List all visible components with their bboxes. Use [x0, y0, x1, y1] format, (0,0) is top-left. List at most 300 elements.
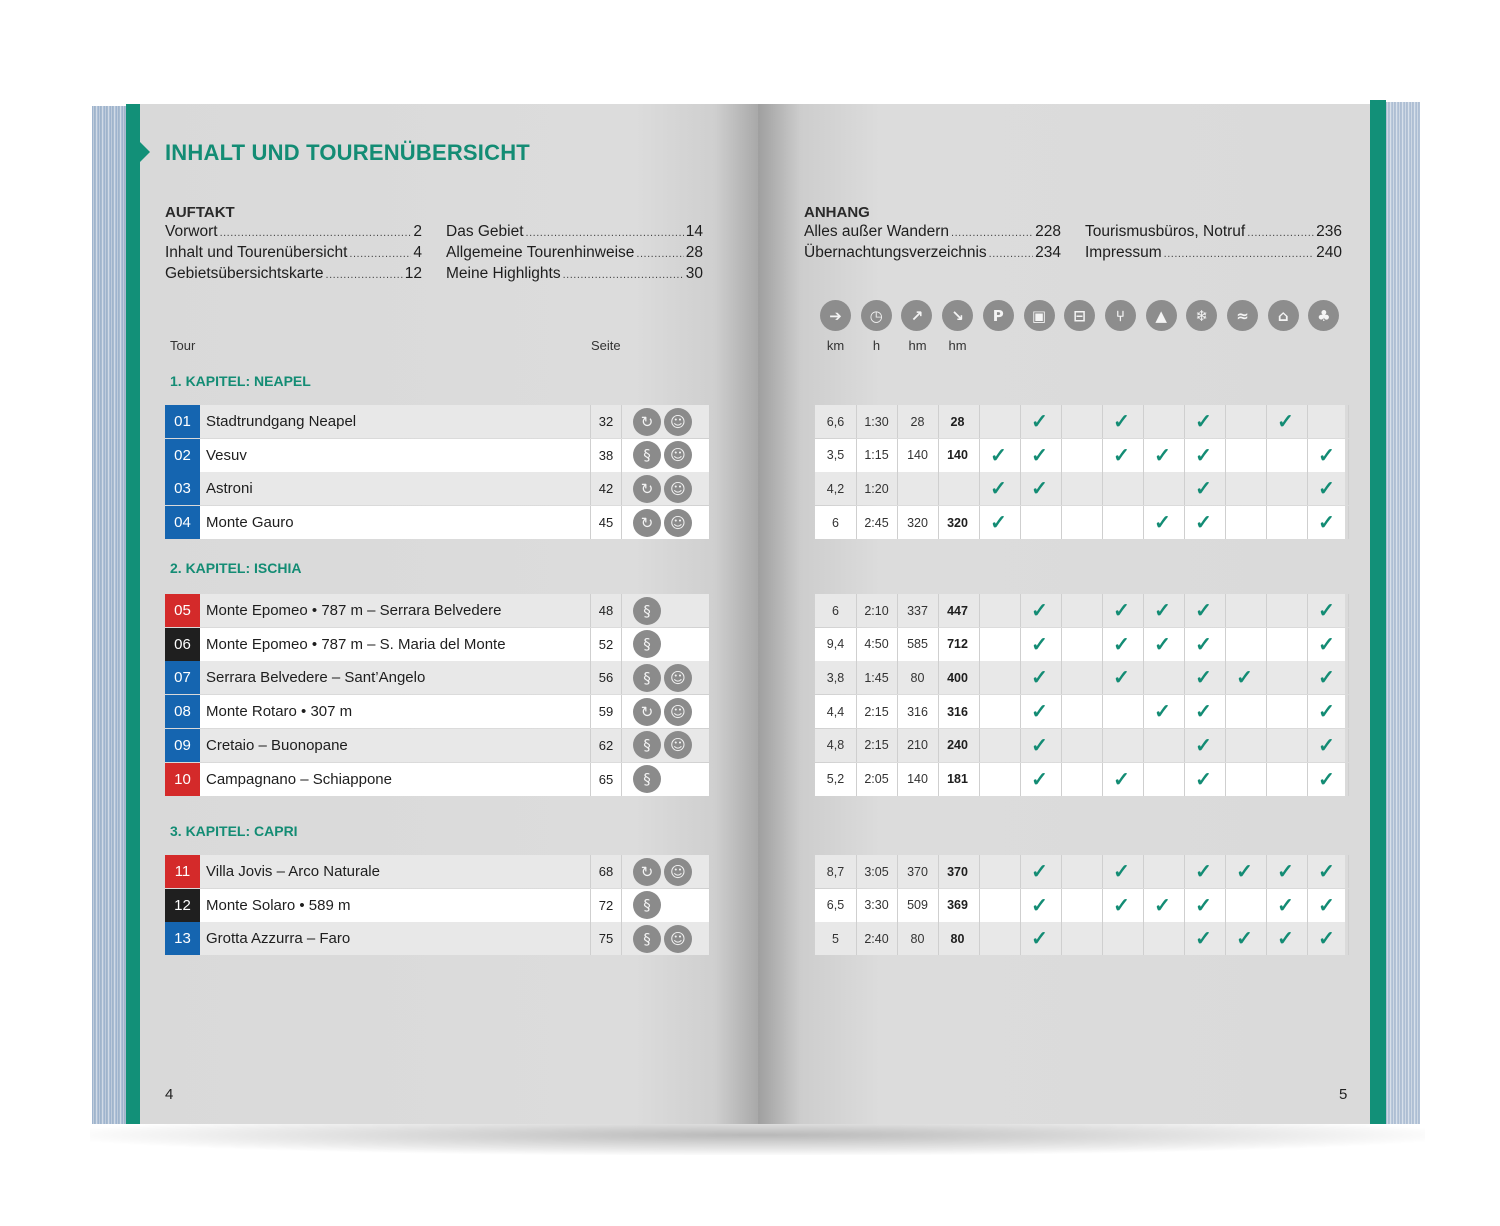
auftakt-col1 — [165, 222, 422, 285]
cell-divider — [1348, 763, 1349, 796]
check-icon: ✓ — [1113, 444, 1130, 467]
cell-divider — [709, 695, 710, 728]
table-row[interactable] — [165, 472, 709, 505]
one-way-tour-icon: § — [633, 664, 661, 692]
empty-cell — [978, 661, 1019, 694]
cell-divider — [621, 628, 622, 661]
kids-friendly-icon: ☺ — [664, 925, 692, 953]
tour-name: Villa Jovis – Arco Naturale — [206, 863, 380, 880]
tour-type-icons — [633, 855, 703, 888]
clock-icon: ◷ — [861, 300, 892, 331]
chapter-heading: 3. KAPITEL: CAPRI — [170, 823, 298, 839]
empty-cell — [1265, 628, 1306, 661]
cell-divider — [1348, 594, 1349, 627]
cell-divider — [938, 506, 939, 539]
cell-divider — [621, 763, 622, 796]
tour-down: 140 — [947, 448, 968, 463]
cell-divider — [938, 472, 939, 505]
cell-divider — [938, 695, 939, 728]
check-icon: ✓ — [1031, 768, 1048, 791]
tour-number: 09 — [165, 729, 200, 762]
tour-km: 8,7 — [826, 864, 845, 879]
cell-divider — [1348, 472, 1349, 505]
empty-cell — [978, 628, 1019, 661]
check-icon: ✓ — [1236, 928, 1253, 951]
cell-divider — [856, 472, 857, 505]
check-icon: ✓ — [1195, 478, 1212, 501]
cell-divider — [856, 439, 857, 472]
tour-up: 337 — [907, 603, 928, 618]
tour-number: 07 — [165, 661, 200, 694]
winter-icon: ❄ — [1186, 300, 1217, 331]
tour-down: 400 — [947, 670, 968, 685]
cell-divider — [897, 405, 898, 438]
check-icon: ✓ — [1154, 894, 1171, 917]
cell-divider — [938, 922, 939, 955]
loop-tour-icon: ↻ — [633, 698, 661, 726]
check-icon: ✓ — [1154, 701, 1171, 724]
tour-number: 06 — [165, 628, 200, 661]
empty-cell — [1224, 889, 1265, 922]
cell-divider — [709, 729, 710, 762]
page-number-right: 5 — [1339, 1086, 1348, 1103]
cell-divider — [1348, 695, 1349, 728]
cell-divider — [709, 594, 710, 627]
cell-divider — [938, 628, 939, 661]
check-icon: ✓ — [1113, 768, 1130, 791]
one-way-tour-icon: § — [633, 765, 661, 793]
table-row[interactable] — [165, 506, 709, 539]
tree-icon: ♣ — [1308, 300, 1339, 331]
tour-name: Stadtrundgang Neapel — [206, 413, 357, 430]
table-row-details — [815, 729, 1345, 762]
toc-entry[interactable]: Alles außer Wandern ..... 228 — [804, 222, 1061, 243]
tour-up: 370 — [907, 864, 928, 879]
tour-up — [897, 472, 938, 505]
cell-divider — [897, 855, 898, 888]
table-row[interactable] — [165, 922, 709, 955]
tour-page: 32 — [598, 414, 614, 429]
check-icon: ✓ — [990, 512, 1007, 535]
empty-cell — [1060, 729, 1101, 762]
tour-name: Grotta Azzurra – Faro — [206, 930, 351, 948]
empty-cell — [1224, 594, 1265, 627]
tour-up: 80 — [910, 931, 925, 946]
empty-cell — [1142, 855, 1183, 888]
tour-type-icons — [633, 922, 703, 955]
cell-divider — [856, 729, 857, 762]
table-row[interactable] — [165, 763, 709, 796]
empty-cell — [1265, 661, 1306, 694]
tour-page: 48 — [598, 603, 614, 618]
book-page-edges-left — [92, 106, 126, 1124]
tour-km: 6,6 — [826, 414, 845, 429]
check-icon: ✓ — [1113, 894, 1130, 917]
empty-cell — [978, 889, 1019, 922]
check-icon: ✓ — [1195, 701, 1212, 724]
tour-type-icons — [633, 695, 703, 728]
empty-cell — [1142, 729, 1183, 762]
tour-down: 447 — [947, 603, 968, 618]
cell-divider — [897, 594, 898, 627]
kids-friendly-icon: ☺ — [664, 408, 692, 436]
tour-up: 316 — [907, 704, 928, 719]
empty-cell — [1101, 922, 1142, 955]
cell-divider — [709, 405, 710, 438]
check-icon: ✓ — [1318, 478, 1335, 501]
museum-icon: ⌂ — [1268, 300, 1299, 331]
check-icon: ✓ — [1318, 734, 1335, 757]
cell-divider — [1348, 922, 1349, 955]
tour-name: Monte Solaro • 589 m — [206, 896, 351, 914]
tour-km: 5 — [832, 931, 839, 946]
one-way-tour-icon: § — [633, 731, 661, 759]
tour-page: 42 — [598, 481, 614, 497]
tour-h: 2:15 — [864, 704, 889, 719]
tour-h: 2:05 — [864, 772, 889, 786]
empty-cell — [1265, 729, 1306, 762]
table-row-details — [815, 439, 1345, 472]
page-title: INHALT UND TOURENÜBERSICHT — [165, 140, 530, 165]
tour-h: 1:20 — [864, 481, 889, 496]
cell-divider — [621, 472, 622, 505]
tour-type-icons — [633, 439, 703, 472]
tour-name: Monte Epomeo • 787 m – S. Maria del Monte — [206, 635, 506, 653]
empty-cell — [1142, 922, 1183, 955]
tour-number: 04 — [165, 506, 200, 539]
check-icon: ✓ — [1318, 667, 1335, 690]
tour-number: 01 — [165, 405, 200, 438]
tour-page: 52 — [598, 636, 614, 652]
table-row-details — [815, 889, 1345, 922]
empty-cell — [1060, 695, 1101, 728]
tour-km: 3,5 — [826, 448, 845, 463]
tour-h: 3:30 — [864, 898, 889, 913]
toc-entry[interactable]: Gebietsübersichtskarte ..... 12 — [165, 264, 422, 285]
empty-cell — [1265, 439, 1306, 472]
empty-cell — [1101, 695, 1142, 728]
loop-tour-icon: ↻ — [633, 509, 661, 537]
table-row[interactable] — [165, 855, 709, 888]
empty-cell — [1265, 472, 1306, 505]
cell-divider — [621, 439, 622, 472]
check-icon: ✓ — [1195, 734, 1212, 757]
check-icon: ✓ — [990, 478, 1007, 501]
cell-divider — [1348, 405, 1349, 438]
check-icon: ✓ — [1031, 478, 1048, 501]
tour-number: 11 — [165, 855, 200, 888]
tour-type-icons — [633, 594, 703, 627]
check-icon: ✓ — [1318, 928, 1335, 951]
tour-up: 140 — [907, 772, 928, 786]
empty-cell — [1101, 506, 1142, 539]
check-icon: ✓ — [1195, 894, 1212, 917]
check-icon: ✓ — [1277, 861, 1294, 883]
tour-up: 80 — [910, 670, 925, 685]
tour-up: 210 — [907, 738, 928, 753]
toc-entry[interactable]: Allgemeine Tourenhinweise ..... 28 — [446, 243, 703, 264]
cell-divider — [621, 405, 622, 438]
tour-type-icons — [633, 405, 703, 438]
tour-h: 2:40 — [864, 931, 889, 946]
toc-entry[interactable]: Meine Highlights ..... 30 — [446, 264, 703, 285]
check-icon: ✓ — [1195, 600, 1212, 622]
check-icon: ✓ — [1318, 701, 1335, 724]
cell-divider — [897, 506, 898, 539]
column-header-tour: Tour — [170, 338, 196, 353]
tour-down: 181 — [947, 772, 968, 786]
tour-km: 6 — [832, 515, 839, 530]
tour-down: 240 — [947, 738, 968, 753]
check-icon: ✓ — [1236, 861, 1253, 883]
check-icon: ✓ — [1031, 734, 1048, 757]
check-icon: ✓ — [1154, 600, 1171, 622]
anhang-col2 — [1085, 222, 1342, 264]
tour-h: 2:10 — [864, 603, 889, 618]
check-icon: ✓ — [1031, 633, 1048, 656]
empty-cell — [1306, 405, 1347, 438]
table-row[interactable] — [165, 405, 709, 438]
tour-page: 62 — [598, 737, 614, 753]
cell-divider — [1348, 729, 1349, 762]
tour-h: 4:50 — [864, 637, 889, 652]
empty-cell — [1060, 855, 1101, 888]
cell-divider — [621, 506, 622, 539]
auftakt-heading: AUFTAKT — [165, 204, 235, 221]
empty-cell — [1101, 729, 1142, 762]
table-row[interactable] — [165, 729, 709, 762]
tour-up: 585 — [907, 637, 928, 652]
check-icon: ✓ — [1318, 512, 1335, 535]
tour-page: 56 — [598, 670, 614, 686]
table-row-details — [815, 922, 1345, 955]
table-row-details — [815, 855, 1345, 888]
table-row[interactable] — [165, 661, 709, 694]
cell-divider — [856, 763, 857, 796]
cell-divider — [621, 695, 622, 728]
table-row[interactable] — [165, 594, 709, 627]
check-icon: ✓ — [1318, 633, 1335, 656]
table-row-details — [815, 594, 1345, 627]
cell-divider — [856, 889, 857, 922]
green-margin-strip-right — [1370, 100, 1386, 1124]
cable-car-icon: ⊟ — [1064, 300, 1095, 331]
tour-type-icons — [633, 472, 703, 505]
cell-divider — [709, 763, 710, 796]
kids-friendly-icon: ☺ — [664, 509, 692, 537]
empty-cell — [1060, 628, 1101, 661]
check-icon: ✓ — [1031, 701, 1048, 724]
check-icon: ✓ — [1195, 411, 1212, 433]
toc-entry[interactable]: Vorwort ..... 2 — [165, 222, 422, 243]
cell-divider — [897, 695, 898, 728]
tour-down: 369 — [947, 898, 968, 913]
check-icon: ✓ — [1031, 411, 1048, 433]
kids-friendly-icon: ☺ — [664, 858, 692, 886]
cell-divider — [856, 594, 857, 627]
tour-km: 9,4 — [826, 637, 845, 652]
tour-km: 4,8 — [826, 738, 845, 753]
empty-cell — [1142, 472, 1183, 505]
cell-divider — [938, 405, 939, 438]
toc-entry[interactable]: Tourismusbüros, Notruf ..... 236 — [1085, 222, 1342, 243]
table-row-details — [815, 695, 1345, 728]
empty-cell — [1060, 763, 1101, 796]
empty-cell — [978, 855, 1019, 888]
title-arrow-icon — [140, 142, 150, 162]
check-icon: ✓ — [1154, 444, 1171, 467]
tour-down: 316 — [947, 704, 968, 719]
tour-number: 13 — [165, 922, 200, 955]
empty-cell — [1060, 405, 1101, 438]
book-page-edges-right — [1386, 102, 1420, 1124]
empty-cell — [1060, 889, 1101, 922]
check-icon: ✓ — [1318, 768, 1335, 791]
check-icon: ✓ — [1031, 444, 1048, 467]
tour-km: 3,8 — [826, 670, 845, 685]
tour-number: 02 — [165, 439, 200, 472]
tour-h: 1:30 — [864, 414, 889, 429]
empty-cell — [1224, 763, 1265, 796]
cell-divider — [709, 855, 710, 888]
auftakt-col2 — [446, 222, 703, 285]
cell-divider — [621, 594, 622, 627]
cell-divider — [709, 889, 710, 922]
check-icon: ✓ — [1195, 633, 1212, 656]
table-row[interactable] — [165, 695, 709, 728]
tour-type-icons — [633, 661, 703, 694]
cell-divider — [938, 855, 939, 888]
cell-divider — [1348, 439, 1349, 472]
check-icon: ✓ — [1195, 667, 1212, 690]
cell-divider — [897, 661, 898, 694]
cell-divider — [938, 729, 939, 762]
check-icon: ✓ — [1277, 928, 1294, 951]
empty-cell — [1142, 661, 1183, 694]
empty-cell — [978, 405, 1019, 438]
unit-label: hm — [948, 338, 967, 353]
tour-type-icons — [633, 889, 703, 922]
check-icon: ✓ — [1031, 861, 1048, 883]
table-row[interactable] — [165, 628, 709, 661]
tour-h: 2:15 — [864, 738, 889, 753]
bus-icon: ▣ — [1024, 300, 1055, 331]
cell-divider — [897, 889, 898, 922]
toc-entry[interactable]: Impressum ..... 240 — [1085, 243, 1342, 264]
table-row-details — [815, 661, 1345, 694]
cell-divider — [1348, 661, 1349, 694]
check-icon: ✓ — [1113, 633, 1130, 656]
toc-entry[interactable]: Übernachtungsverzeichnis ..... 234 — [804, 243, 1061, 264]
tour-down: 80 — [950, 931, 965, 946]
empty-cell — [1060, 472, 1101, 505]
empty-cell — [1265, 695, 1306, 728]
one-way-tour-icon: § — [633, 891, 661, 919]
cell-divider — [897, 628, 898, 661]
cell-divider — [709, 439, 710, 472]
one-way-tour-icon: § — [633, 441, 661, 469]
check-icon: ✓ — [1318, 600, 1335, 622]
cell-divider — [938, 661, 939, 694]
tour-down: 320 — [947, 515, 968, 530]
tour-down: 712 — [947, 637, 968, 652]
kids-friendly-icon: ☺ — [664, 664, 692, 692]
check-icon: ✓ — [1031, 894, 1048, 917]
tour-name: Serrara Belvedere – Sant’Angelo — [206, 669, 426, 687]
anhang-heading: ANHANG — [804, 204, 870, 221]
cell-divider — [621, 729, 622, 762]
empty-cell — [1224, 405, 1265, 438]
check-icon: ✓ — [1113, 667, 1130, 690]
tour-h: 3:05 — [864, 864, 889, 879]
tour-number: 10 — [165, 763, 200, 796]
table-row-details — [815, 506, 1345, 539]
cell-divider — [856, 695, 857, 728]
tour-page: 75 — [598, 931, 614, 947]
distance-sign-icon: ➔ — [820, 300, 851, 331]
table-row[interactable] — [165, 889, 709, 922]
cell-divider — [709, 628, 710, 661]
toc-entry[interactable]: Inhalt und Tourenübersicht ..... 4 — [165, 243, 422, 264]
kids-friendly-icon: ☺ — [664, 698, 692, 726]
check-icon: ✓ — [1195, 928, 1212, 951]
table-row-details — [815, 628, 1345, 661]
empty-cell — [1060, 439, 1101, 472]
check-icon: ✓ — [1318, 894, 1335, 917]
check-icon: ✓ — [1031, 600, 1048, 622]
check-icon: ✓ — [1318, 861, 1335, 883]
empty-cell — [1142, 763, 1183, 796]
tour-number: 03 — [165, 472, 200, 505]
cell-divider — [938, 594, 939, 627]
cell-divider — [1348, 628, 1349, 661]
one-way-tour-icon: § — [633, 925, 661, 953]
loop-tour-icon: ↻ — [633, 475, 661, 503]
check-icon: ✓ — [1113, 600, 1130, 622]
tour-up: 509 — [907, 898, 928, 913]
parking-icon: P — [983, 300, 1014, 331]
cell-divider — [897, 472, 898, 505]
empty-cell — [978, 922, 1019, 955]
empty-cell — [1060, 922, 1101, 955]
cell-divider — [856, 855, 857, 888]
table-row[interactable] — [165, 439, 709, 472]
tour-name: Monte Rotaro • 307 m — [206, 703, 353, 721]
cell-divider — [709, 472, 710, 505]
table-row-details — [815, 405, 1345, 438]
unit-label: km — [826, 338, 845, 353]
check-icon: ✓ — [990, 444, 1007, 467]
empty-cell — [1060, 594, 1101, 627]
check-icon: ✓ — [1195, 861, 1212, 883]
toc-entry[interactable]: Das Gebiet ..... 14 — [446, 222, 703, 243]
descent-arrow-icon: ↘ — [942, 300, 973, 331]
tour-number: 05 — [165, 594, 200, 627]
empty-cell — [1224, 628, 1265, 661]
tour-type-icons — [633, 763, 703, 796]
cell-divider — [621, 855, 622, 888]
ascent-arrow-icon: ↗ — [901, 300, 932, 331]
tour-h: 1:45 — [864, 670, 889, 685]
cell-divider — [621, 661, 622, 694]
cell-divider — [1348, 889, 1349, 922]
check-icon: ✓ — [1031, 928, 1048, 951]
empty-cell — [1265, 594, 1306, 627]
check-icon: ✓ — [1154, 633, 1171, 656]
kids-friendly-icon: ☺ — [664, 441, 692, 469]
check-icon: ✓ — [1113, 411, 1130, 433]
tour-page: 65 — [598, 771, 614, 787]
